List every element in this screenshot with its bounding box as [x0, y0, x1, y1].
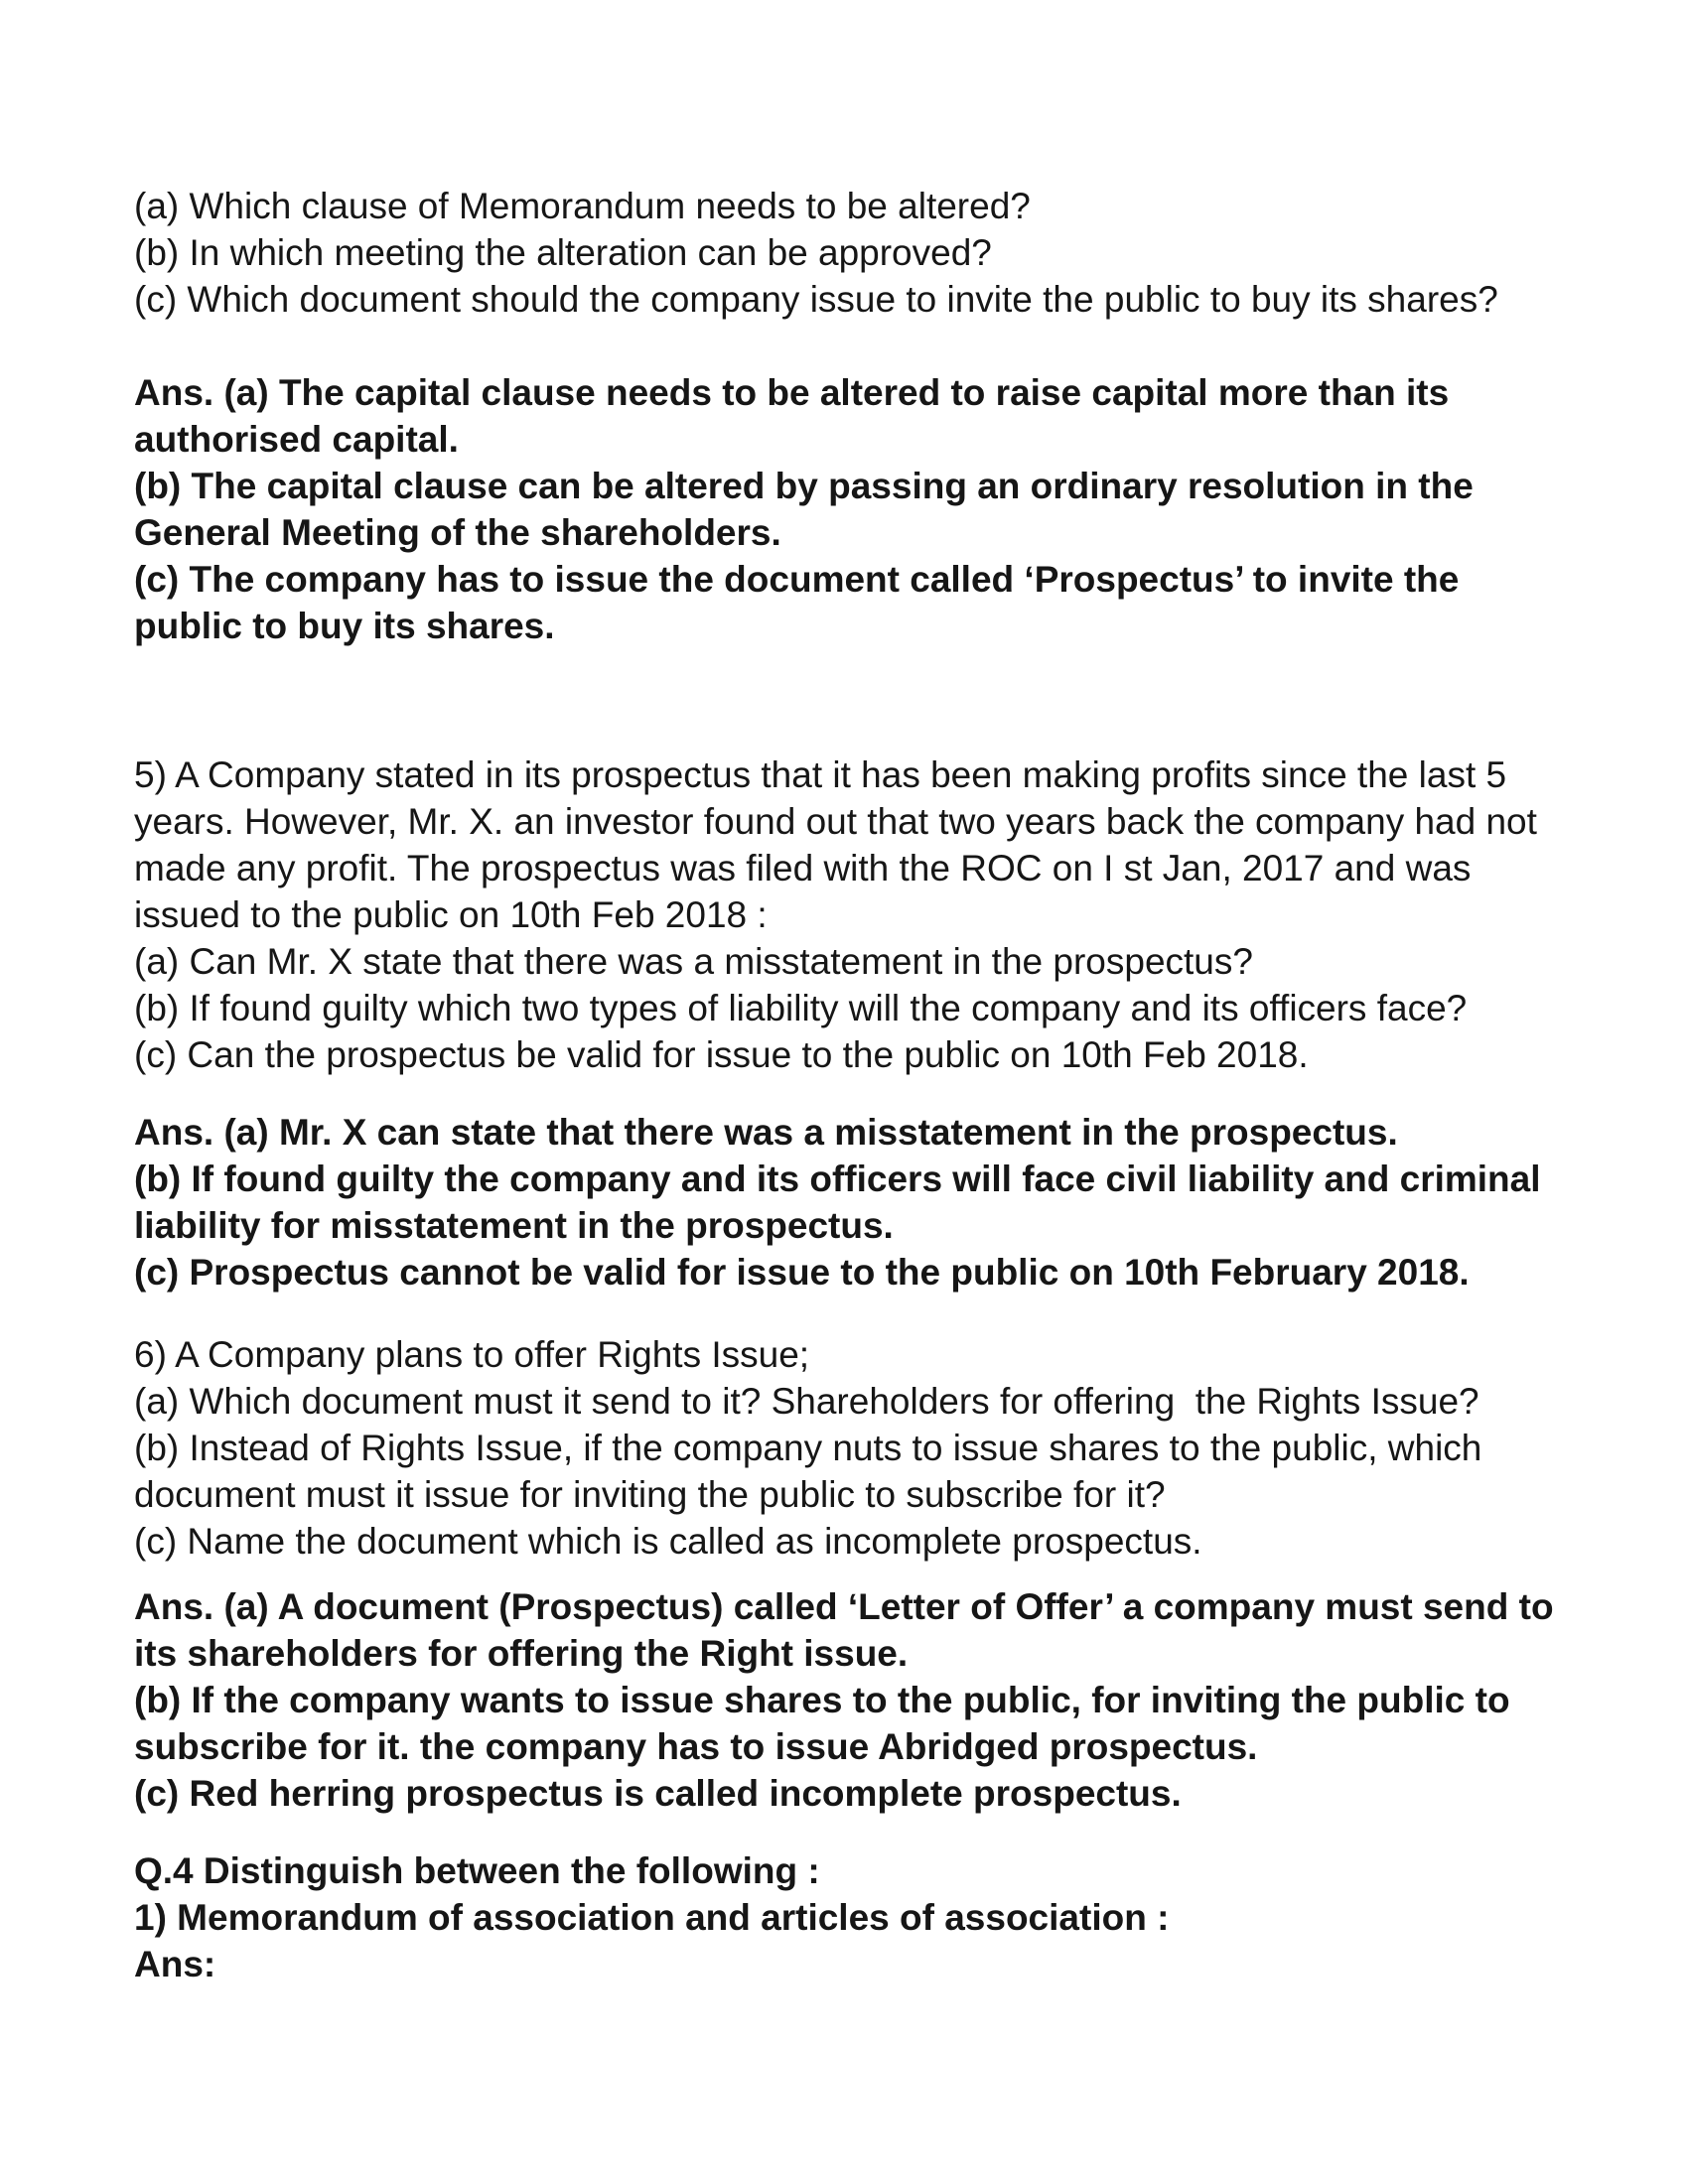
text-line: (c) Prospectus cannot be valid for issue to the public on 10th February 2018.: [134, 1252, 1470, 1293]
text-line: 1) Memorandum of association and articles of association :: [134, 1897, 1170, 1938]
question-5: [134, 751, 1628, 1078]
text-line: General Meeting of the shareholders.: [134, 512, 781, 553]
answer-block-capital-clause: [134, 369, 1628, 649]
text-line: (c) Name the document which is called as incomplete prospectus.: [134, 1521, 1202, 1562]
text-line: its shareholders for offering the Right issue.: [134, 1633, 909, 1674]
text-line: (b) In which meeting the alteration can be approved?: [134, 232, 992, 273]
question-6: [134, 1331, 1628, 1565]
text-line: (c) Which document should the company issue to invite the public to buy its shares?: [134, 279, 1498, 320]
text-line: document must it issue for inviting the public to subscribe for it?: [134, 1474, 1166, 1515]
answer-5: [134, 1109, 1628, 1296]
text-line: (b) If found guilty which two types of liability will the company and its officers face?: [134, 988, 1468, 1028]
text-line: Ans. (a) The capital clause needs to be altered to raise capital more than its: [134, 372, 1450, 413]
text-line: subscribe for it. the company has to issue Abridged prospectus.: [134, 1726, 1258, 1767]
question-subparts-abc: [134, 183, 1628, 323]
heading-q4-distinguish: [134, 1847, 1628, 1987]
text-line: Ans:: [134, 1944, 216, 1984]
text-line: Ans. (a) A document (Prospectus) called ‘Letter of Offer’ a company must send to: [134, 1586, 1554, 1627]
text-line: authorised capital.: [134, 419, 459, 460]
text-line: (b) Instead of Rights Issue, if the company nuts to issue shares to the public, which: [134, 1428, 1482, 1468]
text-line: (c) Can the prospectus be valid for issue to the public on 10th Feb 2018.: [134, 1034, 1309, 1075]
text-line: Q.4 Distinguish between the following :: [134, 1850, 820, 1891]
text-line: public to buy its shares.: [134, 606, 555, 646]
text-line: (a) Which document must it send to it? Shareholders for offering the Rights Issue?: [134, 1381, 1479, 1422]
text-line: (b) If found guilty the company and its officers will face civil liability and criminal: [134, 1159, 1541, 1199]
text-line: (a) Can Mr. X state that there was a misstatement in the prospectus?: [134, 941, 1253, 982]
text-line: (c) The company has to issue the document called ‘Prospectus’ to invite the: [134, 559, 1460, 600]
text-line: (b) The capital clause can be altered by passing an ordinary resolution in the: [134, 466, 1474, 506]
text-line: (b) If the company wants to issue shares to the public, for inviting the public to: [134, 1680, 1510, 1720]
text-line: liability for misstatement in the prospectus.: [134, 1205, 894, 1246]
text-line: years. However, Mr. X. an investor found out that two years back the company had not: [134, 801, 1537, 842]
text-line: (a) Which clause of Memorandum needs to be altered?: [134, 186, 1031, 226]
text-line: 5) A Company stated in its prospectus that it has been making profits since the last 5: [134, 754, 1507, 795]
text-line: Ans. (a) Mr. X can state that there was a misstatement in the prospectus.: [134, 1112, 1398, 1153]
text-line: 6) A Company plans to offer Rights Issue;: [134, 1334, 810, 1375]
answer-6: [134, 1583, 1628, 1817]
text-line: made any profit. The prospectus was filed with the ROC on I st Jan, 2017 and was: [134, 848, 1472, 888]
text-line: issued to the public on 10th Feb 2018 :: [134, 894, 768, 935]
text-line: (c) Red herring prospectus is called incomplete prospectus.: [134, 1773, 1182, 1814]
